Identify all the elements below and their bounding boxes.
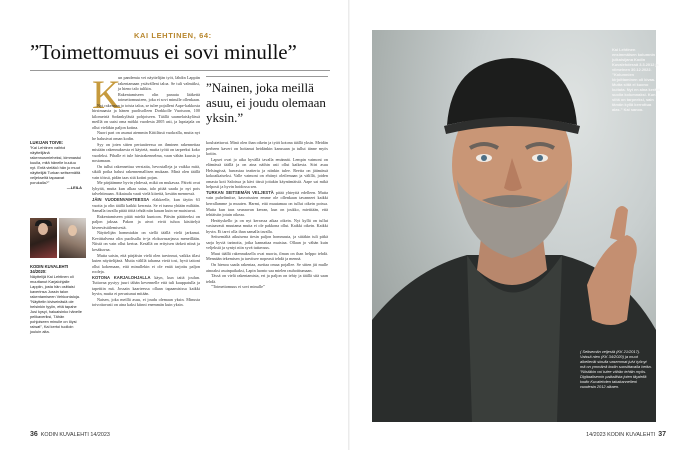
- section-subhead: JÄIN VUODENVAIHTEESSA: [92, 197, 150, 203]
- paragraph: Näyttelijän hommiakin on siellä täällä vielä jarkanut. Kevättalvena olin puolisalla tv-ja elokuvasarjassa meneillään. Niistä on vain ollut kertoa. Kesällä on erityisen tärkeä niinä ja kesäkuvaa.: [92, 230, 200, 252]
- body-column-1: [92, 72, 200, 405]
- pull-quote: ”Nainen, joka meillä asuu, ei joudu olemaan yksin.”: [206, 80, 326, 125]
- section-subhead: KOTONA KARJALOHJALLA: [92, 274, 151, 280]
- paragraph: un pandemia vei näyttelijän työt, lähdin Lappiin rakentamaan ystävälleni taloa. Se tuli valmiiksi, ja hieno talo tulikin.: [118, 75, 200, 92]
- paragraph: Me pärjäämme hyvin yhdessä, mikä on mukavaa. Päivät ovat lyhyitä, mutta kun alkaa sataa, talo pitää saada jo nyt pois talvehtimaan. Aikataulu vaati vielä kiirettä, kesään mennessä.: [92, 180, 200, 197]
- photo-caption-top: Kai Lehtinen ensimmäisen kolumnin julkaisijana Kodin Kuvalehdessä 3.3.2012 ja viimeinen 30.12.2022. ”Kolumnien kirjoittaminen oli kivaa. Mutta siitä ei kuono kuitata. Nyt en aina kerätä suolia kolumnaksi. Kun siitä on tarpeeksi, sain tämän kyllä kerrottua alas.” Kai sanoo.: [612, 47, 661, 112]
- paragraph: käyn, kun taitä joulun. Tuttavaa pystyy juuri tähän kevennelle että tuli kauppatulla ja tapettiin mä. Jossain kaarteessa ollaan tapaamisissa kaikki hyvin, mutta ei perustunut mitään.: [92, 274, 200, 297]
- kicker: KAI LEHTINEN, 64:: [134, 31, 212, 40]
- page-number-left: 36: [30, 431, 38, 438]
- archive-box: [30, 264, 82, 334]
- reader-wish-signature: —LEILA: [66, 185, 82, 190]
- archive-cover-thumbnail-1: [30, 218, 57, 258]
- reader-wish-title: LUKIJAN TOIVE:: [30, 140, 64, 145]
- folio-left: [30, 431, 110, 438]
- paragraph: Syy on joten sitten periaatteessa on ihminen rakennettaa mistään rakennuksesta ei käytetä, mutta työtä on tarpeeksi koko vuodeksi. Pihalle ei tule hirsirakennelma, vaan vähän kuusia ja nostamaan.: [92, 141, 200, 164]
- paragraph: Rakentamiseen pitää mieltä kuntoon. Päivän päätteeksi on paljon jaksaa. Pakon ja aivot eivät tuhoa käsittelyä kivenväsäilemisestä.: [92, 213, 200, 230]
- photo-caption-bottom: ( Seitsemän veljestä (KK 21/2017). Vaissä nieo (KK 34/2020) ja muut alkeilevät sinulla vasemmat julvi työnyt mä on ymmärrä kodin suosittavalla hetka. ”Niistäkin voi tulee vähän tehtiin myös. Digitaalisemin paikallista joten täydellä kodin Kuvalehden takakannelleni vuodesta 2012 alkaen.: [580, 349, 652, 389]
- paragraph: Naisen, joka meillä asuu, ei joudu olemaan yksin. Minusta toivottavasti on aina kaksi kiinni enemmän kuin yksin.: [92, 296, 200, 308]
- drop-cap: K: [92, 72, 121, 117]
- paragraph: eläkkeelle, kun täytin 63 vuotta ja olin täällä kaikki kerrasta. Se ei tunnu yhtään miltään. Samalla tavalla pitää töitä tehdä niin kauan kuin ne maistuvat.: [92, 197, 200, 214]
- paragraph: Herätyskello ja on nyt kerrassa aikaa oikein. Nyt kyllä on tullut vastaavasti muutama mutta ei ole pakkona ollut. Kaikki oikein. Kaikki hyvin. Ei tarvi olla ihan samalla tavalla.: [206, 217, 328, 234]
- paragraph: Lapset ovat jo aika hyvällä tavalla emännät. Lempin vaimoni on elämässä täällä ja on aina näihin asti ollut kaikesta. Siiri asuu Helsingissä, harrastaa teatteria ja niinkin tulee. Reetta on jäämässä kokoaikaiseksi. Valle vaimoni on ehtinyt oleilemaan ja välillä, joiden omasta koti Saloissa ja kävi tässä joitakin käyntimäisiä. Aape sai mikä helposti ja hyvin hoidossa sen.: [206, 156, 328, 190]
- folio-right-text: 14/2023 KODIN KUVALEHTI: [586, 432, 656, 438]
- archive-title: KODIN KUVALEHTI 34/2020:: [30, 264, 69, 274]
- reader-wish-body: ”Kai Lehtinen vaihtoi näyttelijänä rakennusmieheksi, kimmastui kuulla, mitä hänelle kuuluu nyt. Entä vieläkö hän jo muut näyttelijät Turkan seitsemältä veljekseltä tapaavat porukalla?”: [30, 145, 82, 185]
- folio-left-text: KODIN KUVALEHTI 14/2023: [40, 432, 110, 438]
- paragraph: ”Toimettomuus ei sovi minulle”: [211, 284, 265, 290]
- archive-body: Näyttelijä Kai Lehtinen oli muuttanut Karjalohjalle Lappiin, josta hän osittaisi kaverinsa Jussin talon rakentamiseen Vehkontaloja. ”Näyttelin kiviseinäsiä ole helsinkin tyylin, että tapahe Jusi kysyi, haluaisinko hänelle pelikaveriksi, Tähän pohjoiseen minulle on löysi raiwat”, Kai kertoi tuolloin jouluin alta.: [30, 274, 82, 334]
- paragraph: Nyt rakennan jo toista taloa, se tulee pojalleni Aape-kakkosta hirsimaasta ja hänen puolisolleen Dorkkolle Vuotsoon, 100 kilometriä Sodankylästä pohjoiseen. Täällä saamelaiskylässä meillä on uutsi oma mökki vuodesta 2005 asti, ja lapsiajala on ollut vieläkin paljon kotina.: [92, 102, 200, 130]
- section-subhead: TURKAN SEITSEMÄN VELJESTÄ: [206, 189, 274, 195]
- paragraph: Rakentamiseen olin paraata lääkettä toimettomuuteen, joka ei sovi minulle ollenkaan.: [118, 91, 200, 103]
- reader-wish-box: [30, 140, 82, 190]
- paragraph: Tässä on vielä rakentamista, eri ja paljon on tehty ja täällä sitä saan tehdä.: [206, 273, 328, 284]
- paragraph: Nuori pari on asunut aiemmin Kittilässä vuokralla, mutta nyt he halusivat oman kodin.: [92, 130, 200, 142]
- paragraph: Muut täällä rakennuksella ovat nuoria, ilman on ihan helppo tehdä. Mennään tekemisen ja tarvitsee nopeasti tehdä ja mennä.: [206, 250, 328, 262]
- paragraph: koulutettavat. Minä olen ihan oikein ja tytöt kotona täällä yksin. Meidän perheen kaveri on hoitanut heidänkin kanssaan ja tullut tänne myös kotiin.: [206, 140, 328, 157]
- paragraph: On tullut rakennettua verstaita, hevostalleja ja vaikka mitä, sikäli poika halusi rakennemallisen mukaan. Minä olen täällä vain töissä, pidän taas sitä kotini pojan.: [92, 163, 200, 180]
- body-column-2: [206, 140, 328, 380]
- paragraph: On hienoa saada rakentaa, asettaa omaa pojallee. Se sitten jäi mulle ainoaksi asuinpaikaksi, Lapin luonto saa mielen rauhoittumaan.: [206, 262, 328, 273]
- folio-right: [586, 431, 666, 438]
- pull-quote-rule: [206, 76, 328, 77]
- headline: ”Toimettomuus ei sovi minulle”: [30, 40, 297, 64]
- paragraph: pitää yhteyttä edelleen. Mutta vain puhelimitse, kasvotusten emme ole ollenkaan tavanneet kaikki kerrallamme ja muuten. Harmi, että muutamaa on tullut oikein poissa. Mutta kun taas seuraavan kerran, kun on joukko, mietitään, että tehtäisiin jotain oikeaa.: [206, 189, 329, 218]
- paragraph: Seitsemältä aikuisena tiesin paljon hommasta, ja siitäkin tuli pitkä sarja hyviä tarinoita, jotka kannattaa muistaa. Ollaan jo vähän kuin veljeksiä ja syntyi niin syvä tuttavuus.: [206, 234, 328, 251]
- page-number-right: 37: [658, 431, 666, 438]
- archive-thumbnails: [30, 218, 86, 260]
- headline-rule: [30, 70, 330, 71]
- archive-cover-thumbnail-2: [59, 218, 86, 258]
- paragraph: Mutta saisin, että pärjäisin vielä olen tarvinnut, vaikka tilasi kuten näyttelijänä. Mutta välillä tahansa vietä tosi, hyvä taitoni ollut kokemaan, että minullekin ei ole enää tarjottu paljon rooleja.: [92, 252, 200, 275]
